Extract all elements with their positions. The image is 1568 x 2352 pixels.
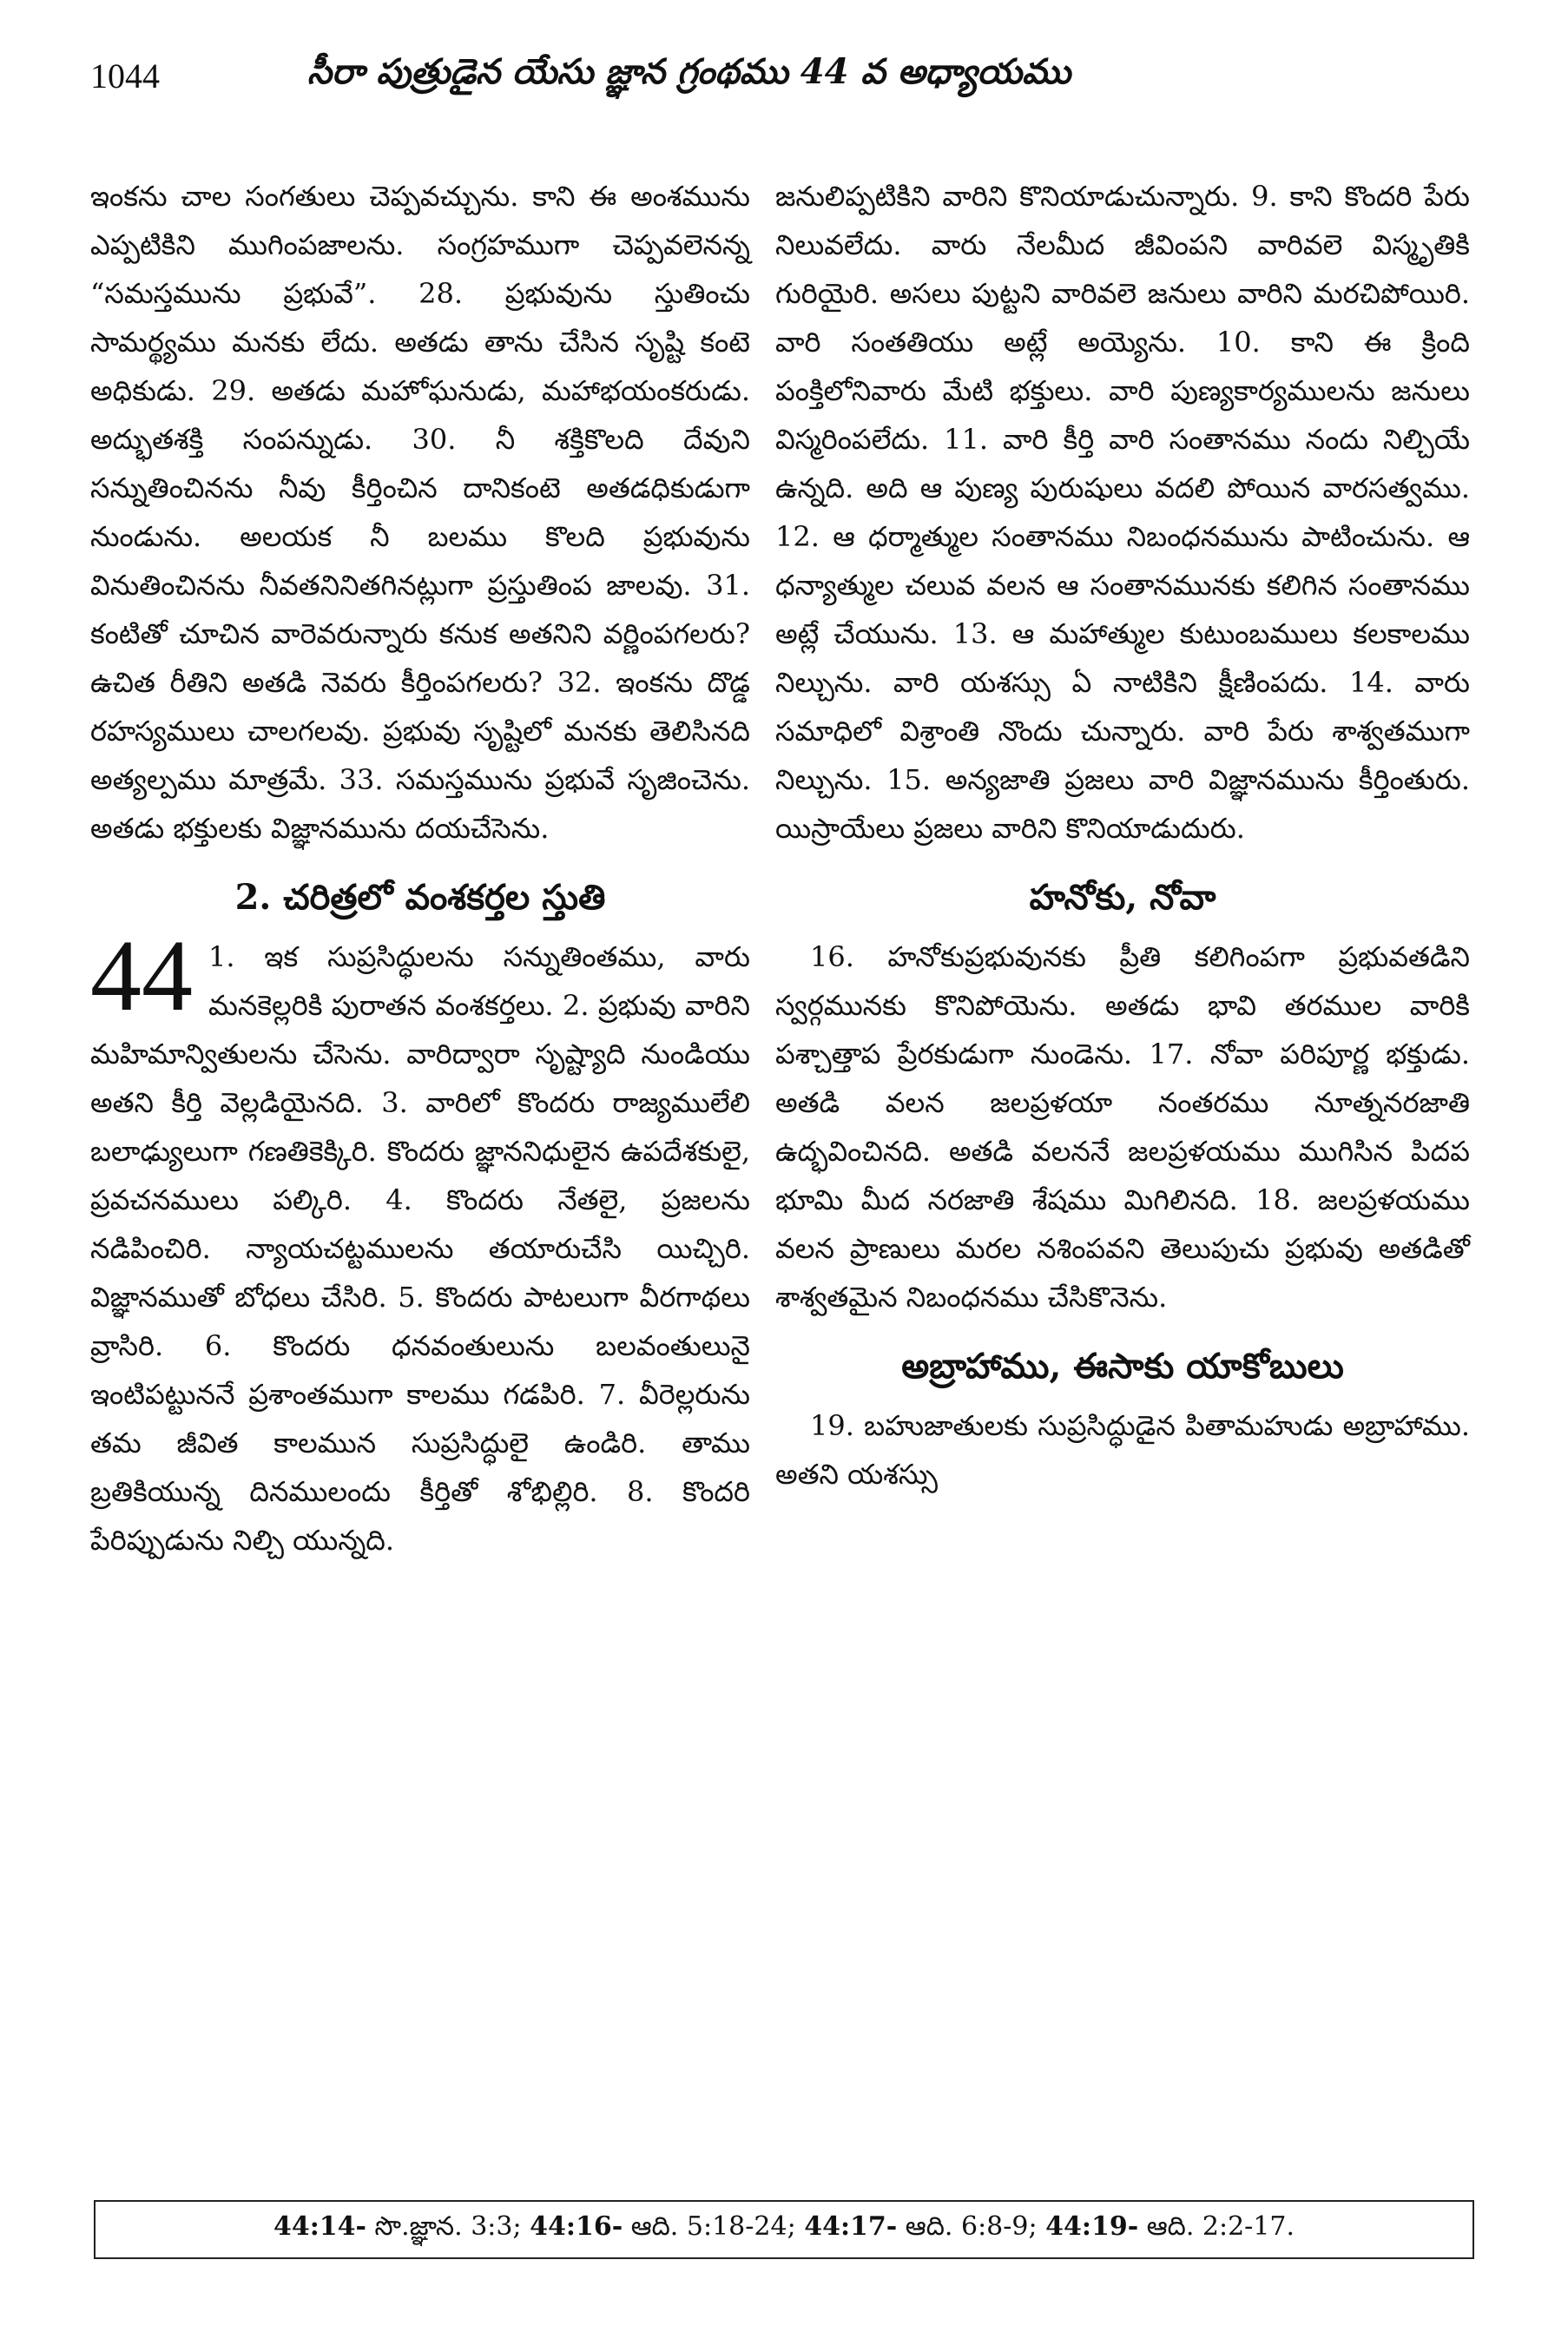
right-paragraph-3: 19. బహుజాతులకు సుప్రసిద్ధుడైన పితామహుడు అబ్రాహాము. అతని యశస్సు: [775, 1409, 1470, 1491]
page-number: 1044: [90, 56, 160, 96]
footnote-ref: 44:14-: [273, 2211, 366, 2242]
right-column: [775, 172, 1470, 1499]
left-column: [90, 172, 750, 1565]
footnote-text: ఆది. 5:18-24;: [623, 2211, 805, 2242]
footnote-ref: 44:19-: [1045, 2211, 1139, 2242]
footnote-text: ఆది. 2:2-17.: [1138, 2211, 1295, 2242]
chapter-paragraph: 1. ఇక సుప్రసిద్ధులను సన్నుతింతము, వారు మనకెల్లరికి పురాతన వంశకర్తలు. 2. ప్రభువు వారిని మహిమాన్వితులను చేసెను. వారిద్వారా సృష్ట్యాది నుండియు అతని కీర్తి వెల్లడియైనది. 3. వారిలో కొందరు రాజ్యములేలి బలాఢ్యులుగా గణతికెక్కిరి. కొందరు జ్ఞాననిధులైన ఉపదేశకులై, ప్రవచనములు పల్కిరి. 4. కొందరు నేతలై, ప్రజలను నడిపించిరి. న్యాయచట్టములను తయారుచేసి యిచ్చిరి. విజ్ఞానముతో బోధలు చేసిరి. 5. కొందరు పాటలుగా వీరగాథలు వ్రాసిరి. 6. కొందరు ధనవంతులును బలవంతులునై ఇంటిపట్టుననే ప్రశాంతముగా కాలము గడపిరి. 7. వీరెల్లరును తమ జీవిత కాలమున సుప్రసిద్ధులై ఉండిరి. తాము బ్రతికియున్న దినములందు కీర్తితో శోభిల్లిరి. 8. కొందరి పేరిప్పుడును నిల్చి యున్నది.: [90, 940, 750, 1557]
heading-abraham: అబ్రాహాము, ఈసాకు యాకోబులు: [901, 1346, 1344, 1387]
chapter-start: [90, 932, 750, 1565]
footnote-ref: 44:17-: [804, 2211, 898, 2242]
footnote-text: ఆది. 6:8-9;: [897, 2211, 1046, 2242]
running-title: సీరా పుత్రుడైన యేసు జ్ఞాన గ్రంథము 44 వ అధ్యాయము: [307, 50, 1071, 92]
intro-paragraph: ఇంకను చాల సంగతులు చెప్పవచ్చును. కాని ఈ అంశమును ఎప్పటికిని ముగింపజాలను. సంగ్రహముగా చెప్పవలెనన్న “సమస్తమును ప్రభువే”. 28. ప్రభువును స్తుతించు సామర్థ్యము మనకు లేదు. అతడు తాను చేసిన సృష్టి కంటె అధికుడు. 29. అతడు మహోఘనుడు, మహాభయంకరుడు. అద్భుతశక్తి సంపన్నుడు. 30. నీ శక్తికొలది దేవుని సన్నుతించినను నీవు కీర్తించిన దానికంటె అతడధికుడుగా నుండును. అలయక నీ బలము కొలది ప్రభువును వినుతించినను నీవతనినితగినట్లుగా ప్రస్తుతింప జాలవు. 31. కంటితో చూచిన వారెవరున్నారు కనుక అతనిని వర్ణింపగలరు? ఉచిత రీతిని అతడి నెవరు కీర్తింపగలరు? 32. ఇంకను దొడ్డ రహస్యములు చాలగలవు. ప్రభువు సృష్టిలో మనకు తెలిసినది అత్యల్పము మాత్రమే. 33. సమస్తమును ప్రభువే సృజించెను. అతడు భక్తులకు విజ్ఞానమును దయచేసెను.: [90, 180, 750, 845]
footnote-text: సొ.జ్ఞాన. 3:3;: [366, 2211, 530, 2242]
footnote-box: [94, 2200, 1474, 2259]
section-heading: 2. చరిత్రలో వంశకర్తల స్తుతి: [234, 877, 606, 918]
page-header: [90, 45, 1488, 106]
right-paragraph-1: జనులిప్పటికిని వారిని కొనియాడుచున్నారు. 9. కాని కొందరి పేరు నిలువలేదు. వారు నేలమీద జీవింపని వారివలె విస్మృతికి గురియైరి. అసలు పుట్టని వారివలె జనులు వారిని మరచిపోయిరి. వారి సంతతియు అట్లే అయ్యెను. 10. కాని ఈ క్రింది పంక్తిలోనివారు మేటి భక్తులు. వారి పుణ్యకార్యములను జనులు విస్మరింపలేదు. 11. వారి కీర్తి వారి సంతానము నందు నిల్చియే ఉన్నది. అది ఆ పుణ్య పురుషులు వదలి పోయిన వారసత్వము. 12. ఆ ధర్మాత్ముల సంతానము నిబంధనమును పాటించును. ఆ ధన్యాత్ముల చలువ వలన ఆ సంతానమునకు కలిగిన సంతానము అట్లే చేయును. 13. ఆ మహాత్ముల కుటుంబములు కలకాలము నిల్చును. వారి యశస్సు ఏ నాటికిని క్షీణింపదు. 14. వారు సమాధిలో విశ్రాంతి నొందు చున్నారు. వారి పేరు శాశ్వతముగా నిల్చును. 15. అన్యజాతి ప్రజలు వారి విజ్ఞానమును కీర్తింతురు. యిస్రాయేలు ప్రజలు వారిని కొనియాడుదురు.: [775, 180, 1470, 845]
chapter-number: 44: [90, 932, 193, 1032]
heading-hanoku-nova: హనోకు, నోవా: [1029, 877, 1216, 918]
right-paragraph-2: 16. హనోకుప్రభువునకు ప్రీతి కలిగింపగా ప్రభువతడిని స్వర్గమునకు కొనిపోయెను. అతడు భావి తరముల వారికి పశ్చాత్తాప ప్రేరకుడుగా నుండెను. 17. నోవా పరిపూర్ణ భక్తుడు. అతడి వలన జలప్రళయా నంతరము నూత్ననరజాతి ఉద్భవించినది. అతడి వలననే జలప్రళయము ముగిసిన పిదప భూమి మీద నరజాతి శేషము మిగిలినది. 18. జలప్రళయము వలన ప్రాణులు మరల నశింపవని తెలుపుచు ప్రభువు అతడితో శాశ్వతమైన నిబంధనము చేసికొనెను.: [775, 940, 1470, 1314]
footnote-ref: 44:16-: [530, 2211, 623, 2242]
